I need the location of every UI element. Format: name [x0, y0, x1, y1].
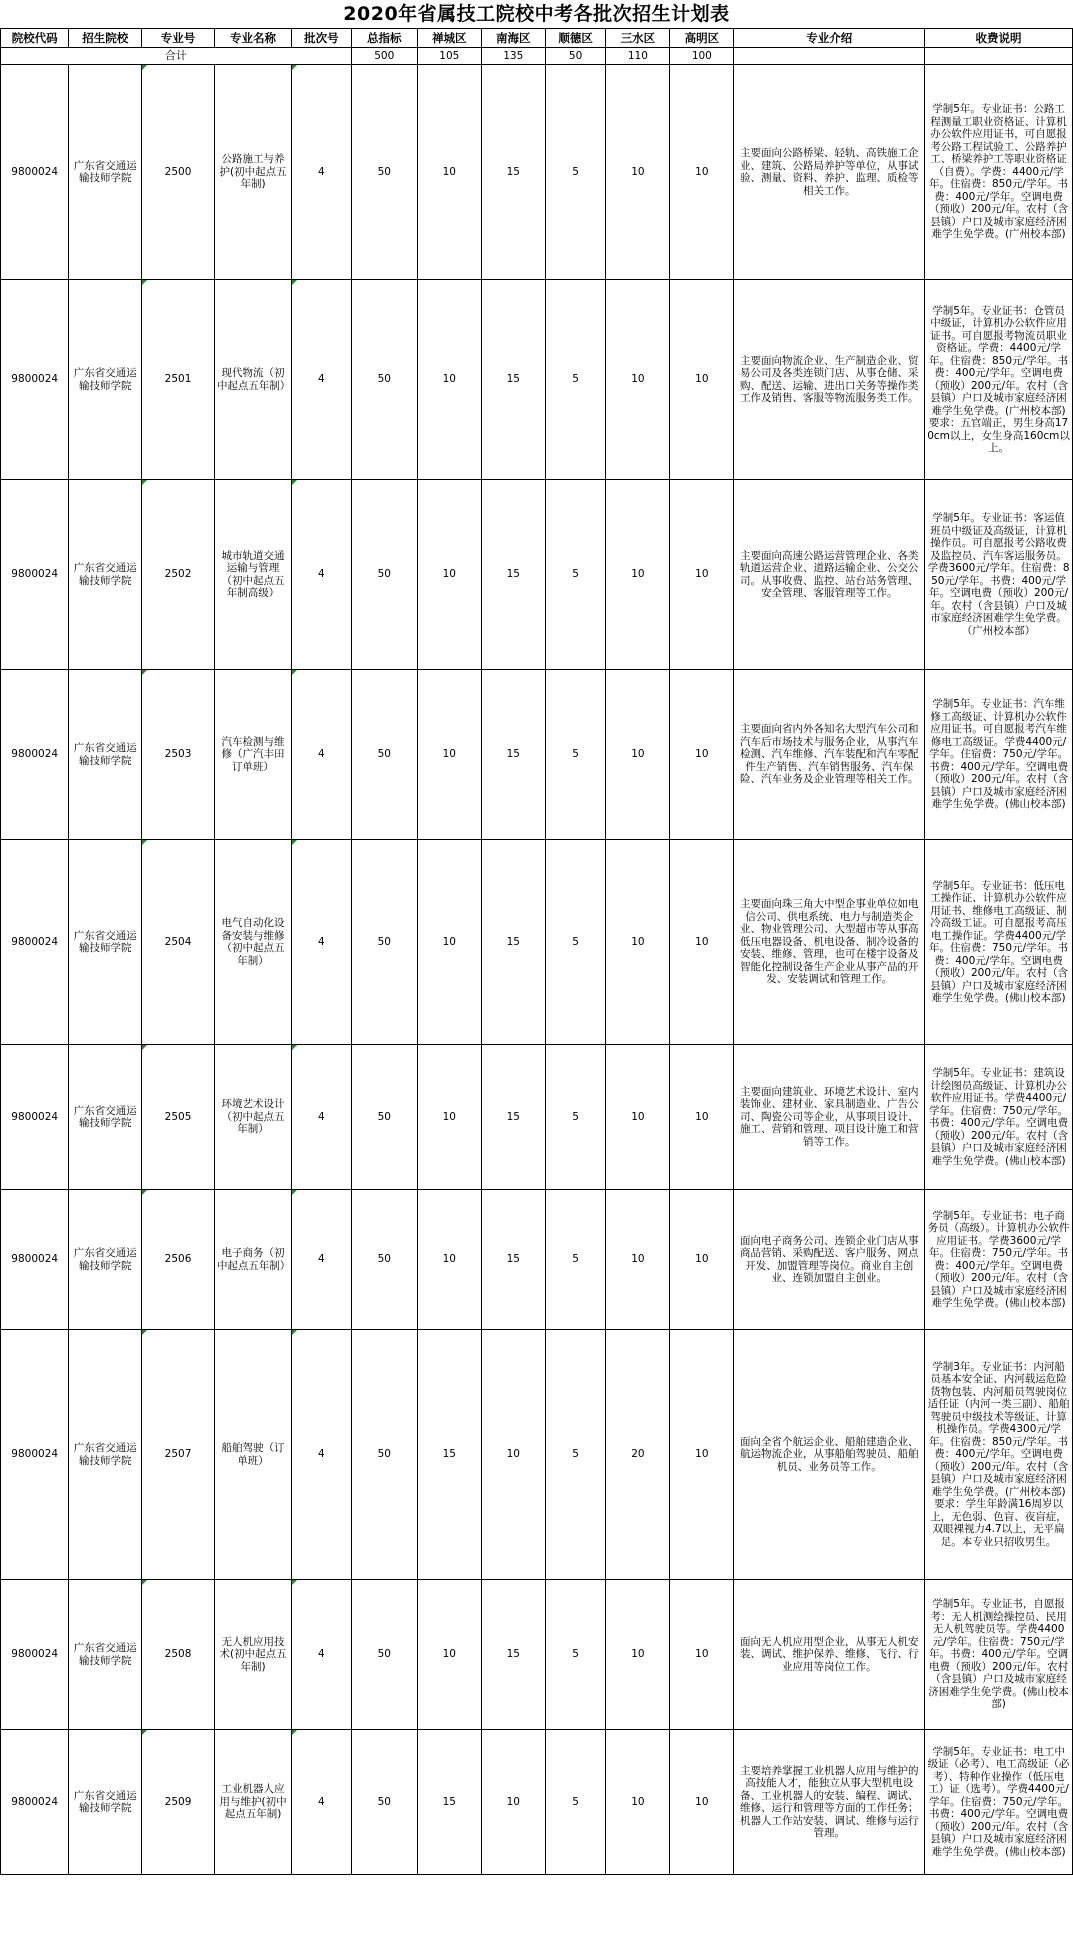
cell-chancheng: 10: [417, 65, 481, 280]
table-row[interactable]: [1, 280, 1073, 480]
cell-batch-no: 4: [292, 280, 352, 480]
cell-chancheng: 10: [417, 840, 481, 1045]
cell-shunde: 5: [545, 670, 606, 840]
cell-school-name: 广东省交通运输技师学院: [69, 1730, 142, 1875]
table-row[interactable]: [1, 65, 1073, 280]
cell-school-code: 9800024: [1, 280, 69, 480]
cell-gaoming: 10: [670, 1045, 734, 1190]
cell-major-no: 2500: [142, 65, 215, 280]
cell-school-code: 9800024: [1, 1190, 69, 1330]
cell-major-no: 2501: [142, 280, 215, 480]
cell-gaoming: 10: [670, 65, 734, 280]
cell-batch-no: 4: [292, 1190, 352, 1330]
table-row[interactable]: [1, 840, 1073, 1045]
cell-major-name: 电气自动化设备安装与维修（初中起点五年制）: [214, 840, 291, 1045]
cell-shunde: 5: [545, 65, 606, 280]
total-sanshui: 110: [606, 48, 670, 65]
cell-total-quota: 50: [351, 280, 417, 480]
cell-major-intro: 主要面向建筑业、环境艺术设计、室内装饰业、建材业、家具制造业、广告公司、陶瓷公司等企业，从事项目设计、施工、营销和管理、项目设计施工和营销等工作。: [734, 1045, 925, 1190]
total-chancheng: 105: [417, 48, 481, 65]
sheet-title-bar: [0, 0, 1073, 28]
cell-fee-note: 学制5年。专业证书：仓管员中级证，计算机办公软件应用证书。可自愿报考物流员职业资格证。学费：4400元/学年。住宿费：850元/学年。书费：400元/学年。空调电费（预收）200元/年。农村（含县镇）户口及城市家庭经济困难学生免学费。(广州校本部)要求：五官端正，男生身高170cm以上，女生身高160cm以上。: [925, 280, 1073, 480]
cell-batch-no: 4: [292, 480, 352, 670]
cell-shunde: 5: [545, 840, 606, 1045]
cell-major-intro: 面向无人机应用型企业，从事无人机安装、调试、维护保养、维修、飞行、行业应用等岗位工作。: [734, 1580, 925, 1730]
cell-major-no: 2504: [142, 840, 215, 1045]
cell-major-no: 2502: [142, 480, 215, 670]
column-header-school-code[interactable]: 院校代码: [1, 29, 69, 48]
cell-shunde: 5: [545, 1045, 606, 1190]
cell-chancheng: 15: [417, 1330, 481, 1580]
cell-chancheng: 10: [417, 1580, 481, 1730]
cell-shunde: 5: [545, 1330, 606, 1580]
cell-school-code: 9800024: [1, 670, 69, 840]
cell-total-quota: 50: [351, 1730, 417, 1875]
cell-total-quota: 50: [351, 670, 417, 840]
table-row[interactable]: [1, 670, 1073, 840]
table-body: [1, 65, 1073, 1875]
cell-total-quota: 50: [351, 1330, 417, 1580]
cell-chancheng: 15: [417, 1730, 481, 1875]
cell-batch-no: 4: [292, 65, 352, 280]
cell-major-no: 2508: [142, 1580, 215, 1730]
cell-major-no: 2506: [142, 1190, 215, 1330]
cell-school-name: 广东省交通运输技师学院: [69, 840, 142, 1045]
total-intro-empty: [734, 48, 925, 65]
cell-total-quota: 50: [351, 1045, 417, 1190]
cell-school-name: 广东省交通运输技师学院: [69, 670, 142, 840]
cell-batch-no: 4: [292, 1045, 352, 1190]
cell-shunde: 5: [545, 480, 606, 670]
cell-fee-note: 学制5年。专业证书：低压电工操作证、计算机办公软件应用证书、维修电工高级证、制冷高级工证。可自愿报考高压电工操作证。学费4400元/学年。住宿费：750元/学年。书费：400元/学年。空调电费（预收）200元/年。农村（含县镇）户口及城市家庭经济困难学生免学费。(佛山校本部): [925, 840, 1073, 1045]
column-header-gaoming[interactable]: 高明区: [670, 29, 734, 48]
column-header-major-no[interactable]: 专业号: [142, 29, 215, 48]
cell-sanshui: 10: [606, 840, 670, 1045]
header-row: [1, 29, 1073, 48]
cell-shunde: 5: [545, 1580, 606, 1730]
cell-sanshui: 10: [606, 1580, 670, 1730]
column-header-total-quota[interactable]: 总指标: [351, 29, 417, 48]
cell-fee-note: 学制5年。专业证书：建筑设计绘图员高级证、计算机办公软件应用证书。学费4400元/学年。住宿费：750元/学年。书费：400元/学年。空调电费（预收）200元/年。农村（含县镇）户口及城市家庭经济困难学生免学费。(佛山校本部): [925, 1045, 1073, 1190]
cell-school-name: 广东省交通运输技师学院: [69, 1330, 142, 1580]
cell-nanhai: 15: [481, 1045, 545, 1190]
cell-major-name: 公路施工与养护(初中起点五年制): [214, 65, 291, 280]
table-header: [1, 29, 1073, 48]
cell-school-code: 9800024: [1, 1730, 69, 1875]
cell-school-name: 广东省交通运输技师学院: [69, 1580, 142, 1730]
total-quota-value: 500: [351, 48, 417, 65]
total-row-body: [1, 48, 1073, 65]
cell-school-name: 广东省交通运输技师学院: [69, 1045, 142, 1190]
total-shunde: 50: [545, 48, 606, 65]
cell-major-no: 2507: [142, 1330, 215, 1580]
cell-school-code: 9800024: [1, 480, 69, 670]
cell-gaoming: 10: [670, 840, 734, 1045]
cell-gaoming: 10: [670, 670, 734, 840]
cell-nanhai: 10: [481, 1730, 545, 1875]
table-row[interactable]: [1, 1730, 1073, 1875]
cell-sanshui: 20: [606, 1330, 670, 1580]
column-header-major-name[interactable]: 专业名称: [214, 29, 291, 48]
total-gaoming: 100: [670, 48, 734, 65]
cell-school-code: 9800024: [1, 1580, 69, 1730]
cell-total-quota: 50: [351, 480, 417, 670]
cell-shunde: 5: [545, 1730, 606, 1875]
cell-batch-no: 4: [292, 670, 352, 840]
cell-chancheng: 10: [417, 280, 481, 480]
cell-total-quota: 50: [351, 1190, 417, 1330]
cell-major-intro: 主要面向物流企业、生产制造企业、贸易公司及各类连锁门店、从事仓储、采购、配送、运输、进出口关务等操作类工作及销售、客服等物流服务类工作。: [734, 280, 925, 480]
cell-major-intro: 主要培养掌握工业机器人应用与维护的高技能人才，能独立从事大型机电设备、工业机器人的安装、编程、调试、维修、运行和管理等方面的工作任务；机器人工作站安装、调试、维修与运行管理。: [734, 1730, 925, 1875]
cell-gaoming: 10: [670, 1730, 734, 1875]
cell-sanshui: 10: [606, 480, 670, 670]
column-header-school-name[interactable]: 招生院校: [69, 29, 142, 48]
cell-major-intro: 主要面向省内外各知名大型汽车公司和汽车后市场技术与服务企业，从事汽车检测、汽车维修、汽车装配和汽车零配件生产销售、汽车销售服务、汽车保险、汽车业务及企业管理等相关工作。: [734, 670, 925, 840]
cell-shunde: 5: [545, 280, 606, 480]
column-header-sanshui[interactable]: 三水区: [606, 29, 670, 48]
cell-nanhai: 15: [481, 840, 545, 1045]
cell-total-quota: 50: [351, 840, 417, 1045]
column-header-shunde[interactable]: 顺德区: [545, 29, 606, 48]
column-header-fee-note[interactable]: 收费说明: [925, 29, 1073, 48]
cell-gaoming: 10: [670, 1190, 734, 1330]
cell-sanshui: 10: [606, 1190, 670, 1330]
cell-batch-no: 4: [292, 1580, 352, 1730]
cell-major-name: 汽车检测与维修（广汽丰田订单班）: [214, 670, 291, 840]
table-row[interactable]: [1, 1330, 1073, 1580]
cell-shunde: 5: [545, 1190, 606, 1330]
cell-major-intro: 主要面向珠三角大中型企事业单位如电信公司、供电系统、电力与制造类企业、物业管理公司、大型超市等从事高低压电器设备、机电设备、制冷设备的安装、维修、管理，也可在楼宇设备及智能化控制设备生产企业从事产品的开发、安装调试和管理工作。: [734, 840, 925, 1045]
cell-major-no: 2505: [142, 1045, 215, 1190]
cell-school-name: 广东省交通运输技师学院: [69, 1190, 142, 1330]
total-fee-empty: [925, 48, 1073, 65]
cell-sanshui: 10: [606, 1045, 670, 1190]
cell-chancheng: 10: [417, 1190, 481, 1330]
cell-major-intro: 主要面向高速公路运营管理企业、各类轨道运营企业、道路运输企业、公交公司。从事收费、监控、站台站务管理、安全管理、客服管理等工作。: [734, 480, 925, 670]
cell-fee-note: 学制5年。专业证书：汽车维修工高级证、计算机办公软件应用证书。可自愿报考汽车维修电工高级证。学费4400元/学年。住宿费：750元/学年。书费：400元/学年。空调电费（预收）200元/年。农村（含县镇）户口及城市家庭经济困难学生免学费。(佛山校本部): [925, 670, 1073, 840]
total-label: 合计: [1, 48, 352, 65]
cell-batch-no: 4: [292, 840, 352, 1045]
cell-sanshui: 10: [606, 670, 670, 840]
cell-school-name: 广东省交通运输技师学院: [69, 480, 142, 670]
cell-major-no: 2509: [142, 1730, 215, 1875]
table-row[interactable]: [1, 1190, 1073, 1330]
admission-plan-table: [0, 28, 1073, 1875]
total-row: [1, 48, 1073, 65]
cell-school-name: 广东省交通运输技师学院: [69, 280, 142, 480]
cell-sanshui: 10: [606, 280, 670, 480]
table-row[interactable]: [1, 1580, 1073, 1730]
cell-gaoming: 10: [670, 1580, 734, 1730]
total-nanhai: 135: [481, 48, 545, 65]
cell-batch-no: 4: [292, 1730, 352, 1875]
table-row[interactable]: [1, 1045, 1073, 1190]
cell-major-name: 电子商务（初中起点五年制）: [214, 1190, 291, 1330]
cell-fee-note: 学制5年。专业证书：客运值班员中级证及高级证，计算机操作员。可自愿报考公路收费及监控员、汽车客运服务员。学费3600元/学年。住宿费：850元/学年。书费：400元/学年。空调电费（预收）200元/年。农村（含县镇）户口及城市家庭经济困难学生免学费。（广州校本部）: [925, 480, 1073, 670]
cell-nanhai: 15: [481, 65, 545, 280]
cell-sanshui: 10: [606, 65, 670, 280]
cell-fee-note: 学制5年。专业证书：电子商务员（高级）。计算机办公软件应用证书。学费3600元/学年。住宿费：750元/学年。书费：400元/学年。空调电费（预收）200元/年。农村（含县镇）户口及城市家庭经济困难学生免学费。(佛山校本部): [925, 1190, 1073, 1330]
cell-school-code: 9800024: [1, 840, 69, 1045]
cell-nanhai: 15: [481, 1190, 545, 1330]
cell-major-name: 城市轨道交通运输与管理（初中起点五年制高级）: [214, 480, 291, 670]
cell-major-name: 工业机器人应用与维护(初中起点五年制): [214, 1730, 291, 1875]
column-header-nanhai[interactable]: 南海区: [481, 29, 545, 48]
column-header-batch-no[interactable]: 批次号: [292, 29, 352, 48]
cell-major-intro: 面向全省个航运企业、船舶建造企业、航运物流企业，从事船舶驾驶员、船舶机员、业务员等工作。: [734, 1330, 925, 1580]
cell-nanhai: 15: [481, 480, 545, 670]
cell-sanshui: 10: [606, 1730, 670, 1875]
cell-gaoming: 10: [670, 1330, 734, 1580]
cell-major-name: 船舶驾驶（订单班）: [214, 1330, 291, 1580]
cell-batch-no: 4: [292, 1330, 352, 1580]
column-header-major-intro[interactable]: 专业介绍: [734, 29, 925, 48]
column-header-chancheng[interactable]: 禅城区: [417, 29, 481, 48]
cell-nanhai: 10: [481, 1330, 545, 1580]
table-row[interactable]: [1, 480, 1073, 670]
cell-school-code: 9800024: [1, 1045, 69, 1190]
cell-major-name: 现代物流（初中起点五年制）: [214, 280, 291, 480]
cell-chancheng: 10: [417, 670, 481, 840]
cell-fee-note: 学制5年。专业证书：公路工程测量工职业资格证、计算机办公软件应用证书，可自愿报考公路工程试验工、公路养护工、桥梁养护工等职业资格证（自费）。学费：4400元/学年。住宿费：850元/学年。书费：400元/学年。空调电费（预收）200元/年。农村（含县镇）户口及城市家庭经济困难学生免学费。(广州校本部): [925, 65, 1073, 280]
cell-major-intro: 面向电子商务公司、连锁企业门店从事商品营销、采购配送、客户服务、网点开发、加盟管理等岗位。商业自主创业、连锁加盟自主创业。: [734, 1190, 925, 1330]
cell-major-intro: 主要面向公路桥梁、轻轨、高铁施工企业、建筑、公路局养护等单位，从事试验、测量、资料、养护、监理、质检等相关工作。: [734, 65, 925, 280]
cell-gaoming: 10: [670, 480, 734, 670]
cell-nanhai: 15: [481, 670, 545, 840]
cell-fee-note: 学制5年。专业证书：电工中级证（必考）、电工高级证（必考）、特种作业操作（低压电工）证（选考）。学费4400元/学年。住宿费：750元/学年。书费：400元/学年。空调电费（预收）200元/年。农村（含县镇）户口及城市家庭经济困难学生免学费。(佛山校本部): [925, 1730, 1073, 1875]
cell-total-quota: 50: [351, 65, 417, 280]
cell-total-quota: 50: [351, 1580, 417, 1730]
cell-fee-note: 学制5年。专业证书，自愿报考：无人机测绘操控员、民用无人机驾驶员等。学费4400元/学年。住宿费：750元/学年。书费：400元/学年。空调电费（预收）200元/年。农村（含县镇）户口及城市家庭经济困难学生免学费。(佛山校本部): [925, 1580, 1073, 1730]
cell-school-name: 广东省交通运输技师学院: [69, 65, 142, 280]
page-title: 2020年省属技工院校中考各批次招生计划表: [343, 2, 730, 25]
cell-major-name: 环境艺术设计（初中起点五年制）: [214, 1045, 291, 1190]
cell-chancheng: 10: [417, 480, 481, 670]
cell-gaoming: 10: [670, 280, 734, 480]
cell-chancheng: 10: [417, 1045, 481, 1190]
cell-major-no: 2503: [142, 670, 215, 840]
cell-fee-note: 学制3年。专业证书：内河船员基本安全证、内河载运危险货物包装、内河船员驾驶岗位适任证（内河一类三副）、船舶驾驶员中级技术等级证、计算机操作员。学费4300元/学年。住宿费：850元/学年。书费：400元/学年。空调电费（预收）200元/年。农村（含县镇）户口及城市家庭经济困难学生免学费。(广州校本部)要求：学生年龄满16周岁以上，无色弱、色盲、夜盲症，双眼裸视力4.7以上，无平扁足。本专业只招收男生。: [925, 1330, 1073, 1580]
cell-major-name: 无人机应用技术(初中起点五年制): [214, 1580, 291, 1730]
cell-nanhai: 15: [481, 1580, 545, 1730]
cell-school-code: 9800024: [1, 1330, 69, 1580]
cell-school-code: 9800024: [1, 65, 69, 280]
cell-nanhai: 15: [481, 280, 545, 480]
